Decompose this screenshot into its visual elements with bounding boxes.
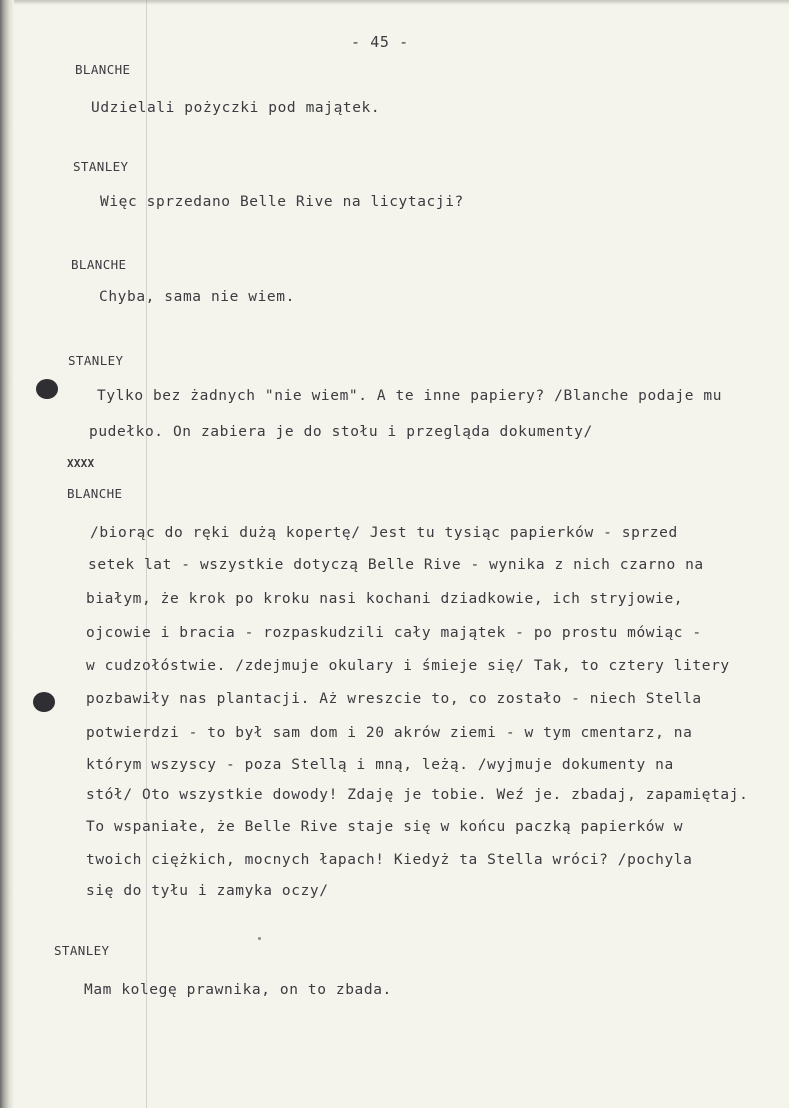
dialogue-line: się do tyłu i zamyka oczy/	[86, 883, 329, 899]
dialogue-line: pudełko. On zabiera je do stołu i przegląda dokumenty/	[89, 424, 593, 440]
dialogue-line: Mam kolegę prawnika, on to zbada.	[84, 982, 392, 998]
dialogue-line: w cudzołóstwie. /zdejmuje okulary i śmieje się/ Tak, to cztery litery	[86, 658, 730, 674]
dialogue-line: Tylko bez żadnych "nie wiem". A te inne papiery? /Blanche podaje mu	[97, 388, 723, 404]
page-number: - 45 -	[351, 33, 409, 51]
dialogue-line: białym, że krok po kroku nasi kochani dziadkowie, ich stryjowie,	[86, 591, 684, 607]
paper-fold-line	[146, 0, 147, 1108]
dialogue-line: pozbawiły nas plantacji. Aż wreszcie to, co zostało - niech Stella	[86, 691, 702, 707]
speaker-name: STANLEY	[54, 943, 110, 958]
dialogue-line: Więc sprzedano Belle Rive na licytacji?	[100, 194, 464, 210]
dialogue-line: setek lat - wszystkie dotyczą Belle Rive - wynika z nich czarno na	[88, 557, 704, 573]
dialogue-line: To wspaniałe, że Belle Rive staje się w końcu paczką papierków w	[86, 819, 684, 835]
speaker-name: BLANCHE	[75, 62, 131, 77]
dialogue-line: ojcowie i bracia - rozpaskudzili cały majątek - po prostu mówiąc -	[86, 625, 702, 641]
top-edge-shadow	[14, 0, 789, 5]
dialogue-line: Udzielali pożyczki pod majątek.	[91, 100, 381, 116]
dialogue-line: którym wszyscy - poza Stellą i mną, leżą. /wyjmuje dokumenty na	[86, 757, 674, 773]
speaker-name: BLANCHE	[67, 486, 123, 501]
speaker-name: STANLEY	[73, 159, 129, 174]
dialogue-line: stół/ Oto wszystkie dowody! Zdaję je tobie. Weź je. zbadaj, zapamiętaj.	[86, 787, 749, 803]
struck-out-text: XXXX	[67, 457, 95, 470]
dialogue-line: Chyba, sama nie wiem.	[99, 289, 295, 305]
speaker-name: BLANCHE	[71, 257, 127, 272]
punch-hole-icon	[36, 379, 58, 399]
punch-hole-icon	[33, 692, 55, 712]
dialogue-line: /biorąc do ręki dużą kopertę/ Jest tu tysiąc papierków - sprzed	[90, 525, 678, 541]
page-edge-shadow	[0, 0, 14, 1108]
speaker-name: STANLEY	[68, 353, 124, 368]
ink-speck	[258, 937, 261, 940]
dialogue-line: twoich ciężkich, mocnych łapach! Kiedyż ta Stella wróci? /pochyla	[86, 852, 693, 868]
dialogue-line: potwierdzi - to był sam dom i 20 akrów ziemi - w tym cmentarz, na	[86, 725, 693, 741]
